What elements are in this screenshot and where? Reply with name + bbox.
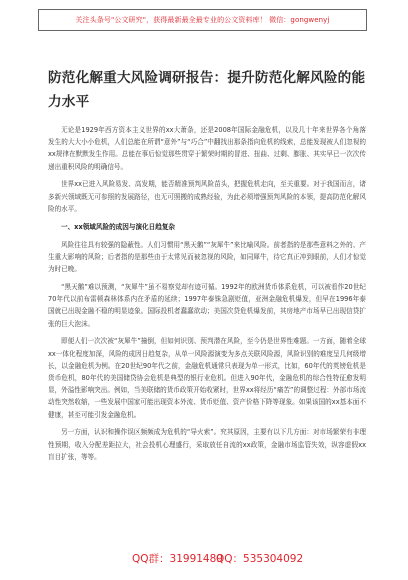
paragraph: “黑天鹅”难以预测，“灰犀牛”虽不易察觉却有迹可循。1992年的欧洲货币体系危机，可以被看作20世纪70年代以前布雷顿森林体系内在矛盾的延续；1997年泰铢急剧贬值，亚洲金融危机爆发，但早在1996年泰国就已出现金融不稳的明显迹象。国际投机者蠢蠢欲动；美国次贷危机爆发前，其房地产市场早已出现信贷扩张的巨大泡沫。 [48,283,366,328]
paragraph: 风险往往具有较强的隐蔽性。人们习惯用“黑天鹅”“灰犀牛”来比喻风险。前者指的是那些意料之外的、产生重大影响的风险；后者指的是那些由于太常见而被忽视的风险，如同犀牛，待它真正冲到眼前，人们才惊觉为时已晚。 [48,240,366,274]
qq-number: QQ：535304092 [216,553,304,565]
footer [0,547,408,580]
paragraph: 无论是1929年西方资本主义世界的xx大萧条，还是2008年国际金融危机，以及几十年来世界各个角落发生的大大小小危机，人们总能在所谓“意外”与“巧合”中翻找出那条指向危机的线索，总能发现被人们忽视的xx规律在默默发生作用。总能在事后惊觉那些贯穿于繁荣时期的冒进、扭曲、过剩、膨胀、其实早已一次次传递出重积风险的明确信号。 [48,126,366,171]
document-body [48,124,366,469]
qq-group-number: QQ群：31991489 [132,553,223,565]
paragraph: 世界xx已进入风险易发、高发期，能否精准预判风险苗头，把握危机走向，至关重要。对于我国而言，诸多新兴领域既无可参照的发展路径，也无可照搬的成熟经验，为此必须增强预判风险的本领，提高防范化解风险的水平。 [48,180,366,213]
header-banner: 关注头条号"公文研究"，获得最新最全最专业的公文资料库！ 微信：gongwenyj [38,9,367,31]
document-title: 防范化解重大风险调研报告：提升防范化解风险的能力水平 [48,70,366,110]
paragraph: 即便人们一次次被“灰犀牛”撞倒，但如何识别、预判潜在风险，至今仍是世界性难题。一方面，随着全球xx一体化程度加深，风险的成因日趋复杂，从单一风险源演变为多点关联风险源，风险识别的难度呈几何级增长，以金融危机为例。在20世纪90年代之前，金融危机通常只表现为单一形式，比如，60年代的英镑危机是货币危机，80年代的美国储贷协会危机是典型的银行业危机。但进入90年代，金融危机的综合性特征愈发明显，外溢性影响突出。例如，当美联储的货币政策开始收紧时，世界xx将经历“痛苦”的调整过程：外部市场流动性突然收缩，一些发展中国家可能出现资本外流、货币贬值、资产价格下降等现象。如果该国的xx基本面不健康，甚至可能引发金融危机。 [48,337,366,419]
paragraph: 另一方面，认识和操作误区频频成为危机的“导火索”。究其原因，主要有以下几方面：对市场繁荣有非理性预期，收入分配差距拉大，社会投机心理盛行，采取放任自流的xx政策，金融市场监管失效，纵容虚假xx盲目扩张，等等。 [48,428,366,461]
section-heading: 一、xx领域风险的成因与演化日趋复杂 [61,222,176,231]
